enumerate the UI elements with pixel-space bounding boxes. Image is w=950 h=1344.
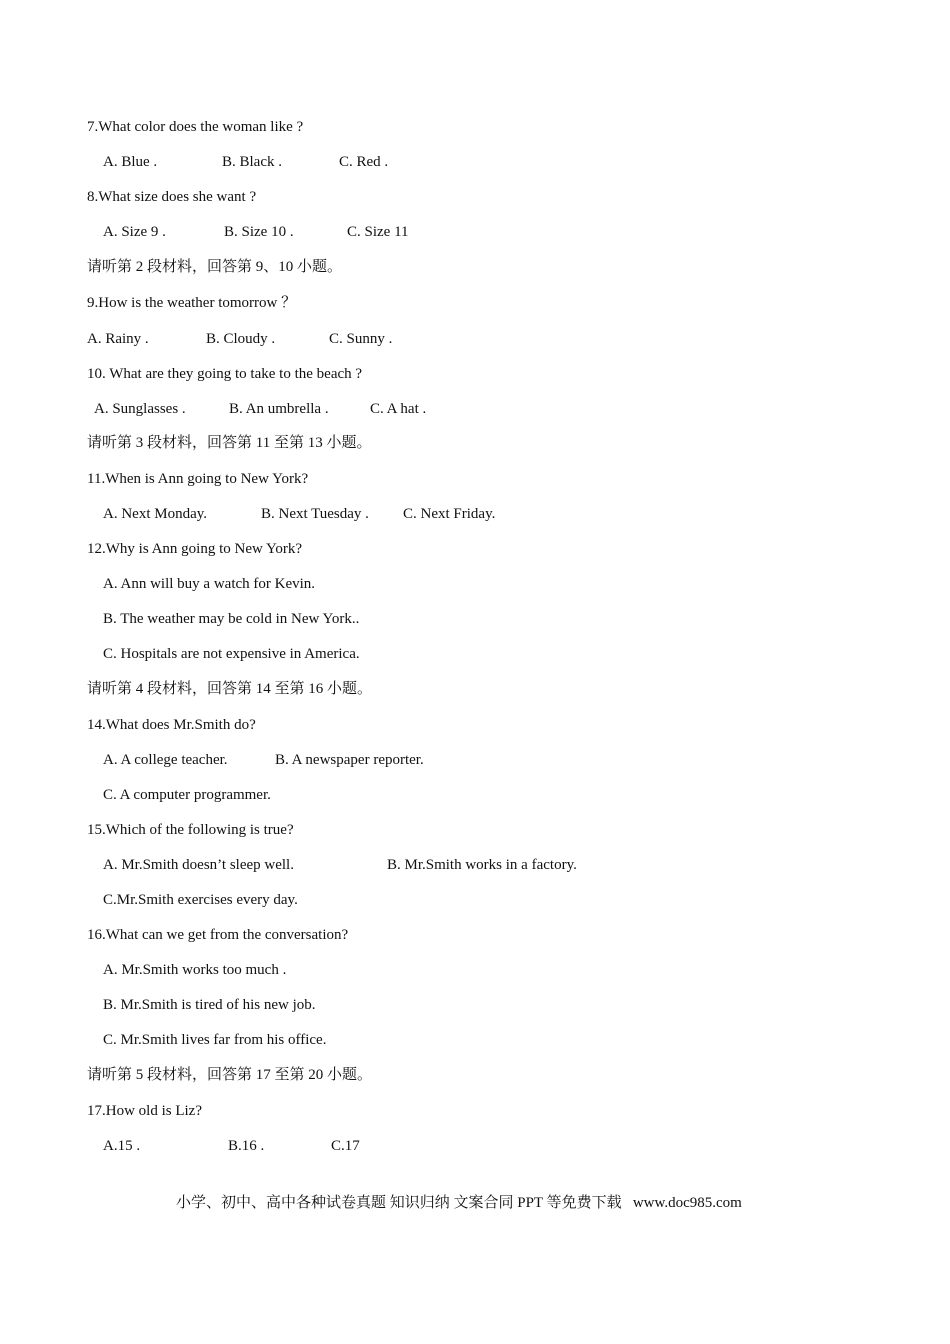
question-14-stem: 14.What does Mr.Smith do? <box>87 717 256 733</box>
question-8-option-a: A. Size 9 . <box>103 224 166 240</box>
question-9-option-c: C. Sunny . <box>329 331 393 347</box>
question-12-stem: 12.Why is Ann going to New York? <box>87 541 303 557</box>
question-11-option-a: A. Next Monday. <box>103 506 208 522</box>
question-12-option-c: C. Hospitals are not expensive in America. <box>103 646 360 662</box>
question-15-stem: 15.Which of the following is true? <box>87 822 294 838</box>
section-5-instruction: 请听第 5 段材料，回答第 17 至第 20 小题。 <box>87 1067 373 1083</box>
question-9-option-a: A. Rainy . <box>87 331 149 347</box>
question-7-option-a: A. Blue . <box>103 154 158 170</box>
question-9-stem: 9.How is the weather tomorrow ？ <box>87 295 297 311</box>
question-14-option-b: B. A newspaper reporter. <box>275 752 424 768</box>
question-9-option-b: B. Cloudy . <box>206 331 276 347</box>
question-14-option-a: A. A college teacher. <box>103 752 228 768</box>
question-15-option-a: A. Mr.Smith doesn’t sleep well. <box>103 857 294 873</box>
question-7-option-b: B. Black . <box>222 154 282 170</box>
question-16-stem: 16.What can we get from the conversation? <box>87 927 349 943</box>
question-16-option-b: B. Mr.Smith is tired of his new job. <box>103 997 316 1013</box>
section-3-instruction: 请听第 3 段材料，回答第 11 至第 13 小题。 <box>87 435 372 451</box>
question-16-option-c: C. Mr.Smith lives far from his office. <box>103 1032 327 1048</box>
question-11-option-b: B. Next Tuesday . <box>261 506 369 522</box>
question-10-option-c: C. A hat . <box>370 401 427 417</box>
question-11-option-c: C. Next Friday. <box>403 506 496 522</box>
question-8-option-c: C. Size 11 <box>347 224 409 240</box>
section-2-instruction: 请听第 2 段材料，回答第 9、10 小题。 <box>87 259 343 275</box>
question-10-option-b: B. An umbrella . <box>229 401 329 417</box>
question-10-option-a: A. Sunglasses . <box>94 401 186 417</box>
question-14-option-c: C. A computer programmer. <box>103 787 271 803</box>
question-17-option-a: A.15 . <box>103 1138 141 1154</box>
question-16-option-a: A. Mr.Smith works too much . <box>103 962 287 978</box>
question-12-option-a: A. Ann will buy a watch for Kevin. <box>103 576 316 592</box>
page-footer: 小学、初中、高中各种试卷真题 知识归纳 文案合同 PPT 等免费下载 www.doc985.com <box>176 1195 742 1211</box>
question-17-option-c: C.17 <box>331 1138 360 1154</box>
question-11-stem: 11.When is Ann going to New York? <box>87 471 309 487</box>
question-10-stem: 10. What are they going to take to the beach ? <box>87 366 363 382</box>
question-8-stem: 8.What size does she want ? <box>87 189 257 205</box>
question-15-option-c: C.Mr.Smith exercises every day. <box>103 892 298 908</box>
question-7-option-c: C. Red . <box>339 154 389 170</box>
section-4-instruction: 请听第 4 段材料，回答第 14 至第 16 小题。 <box>87 681 373 697</box>
question-15-option-b: B. Mr.Smith works in a factory. <box>387 857 577 873</box>
question-7-stem: 7.What color does the woman like ? <box>87 119 304 135</box>
question-12-option-b: B. The weather may be cold in New York.. <box>103 611 360 627</box>
question-17-stem: 17.How old is Liz? <box>87 1103 202 1119</box>
question-17-option-b: B.16 . <box>228 1138 265 1154</box>
question-8-option-b: B. Size 10 . <box>224 224 294 240</box>
